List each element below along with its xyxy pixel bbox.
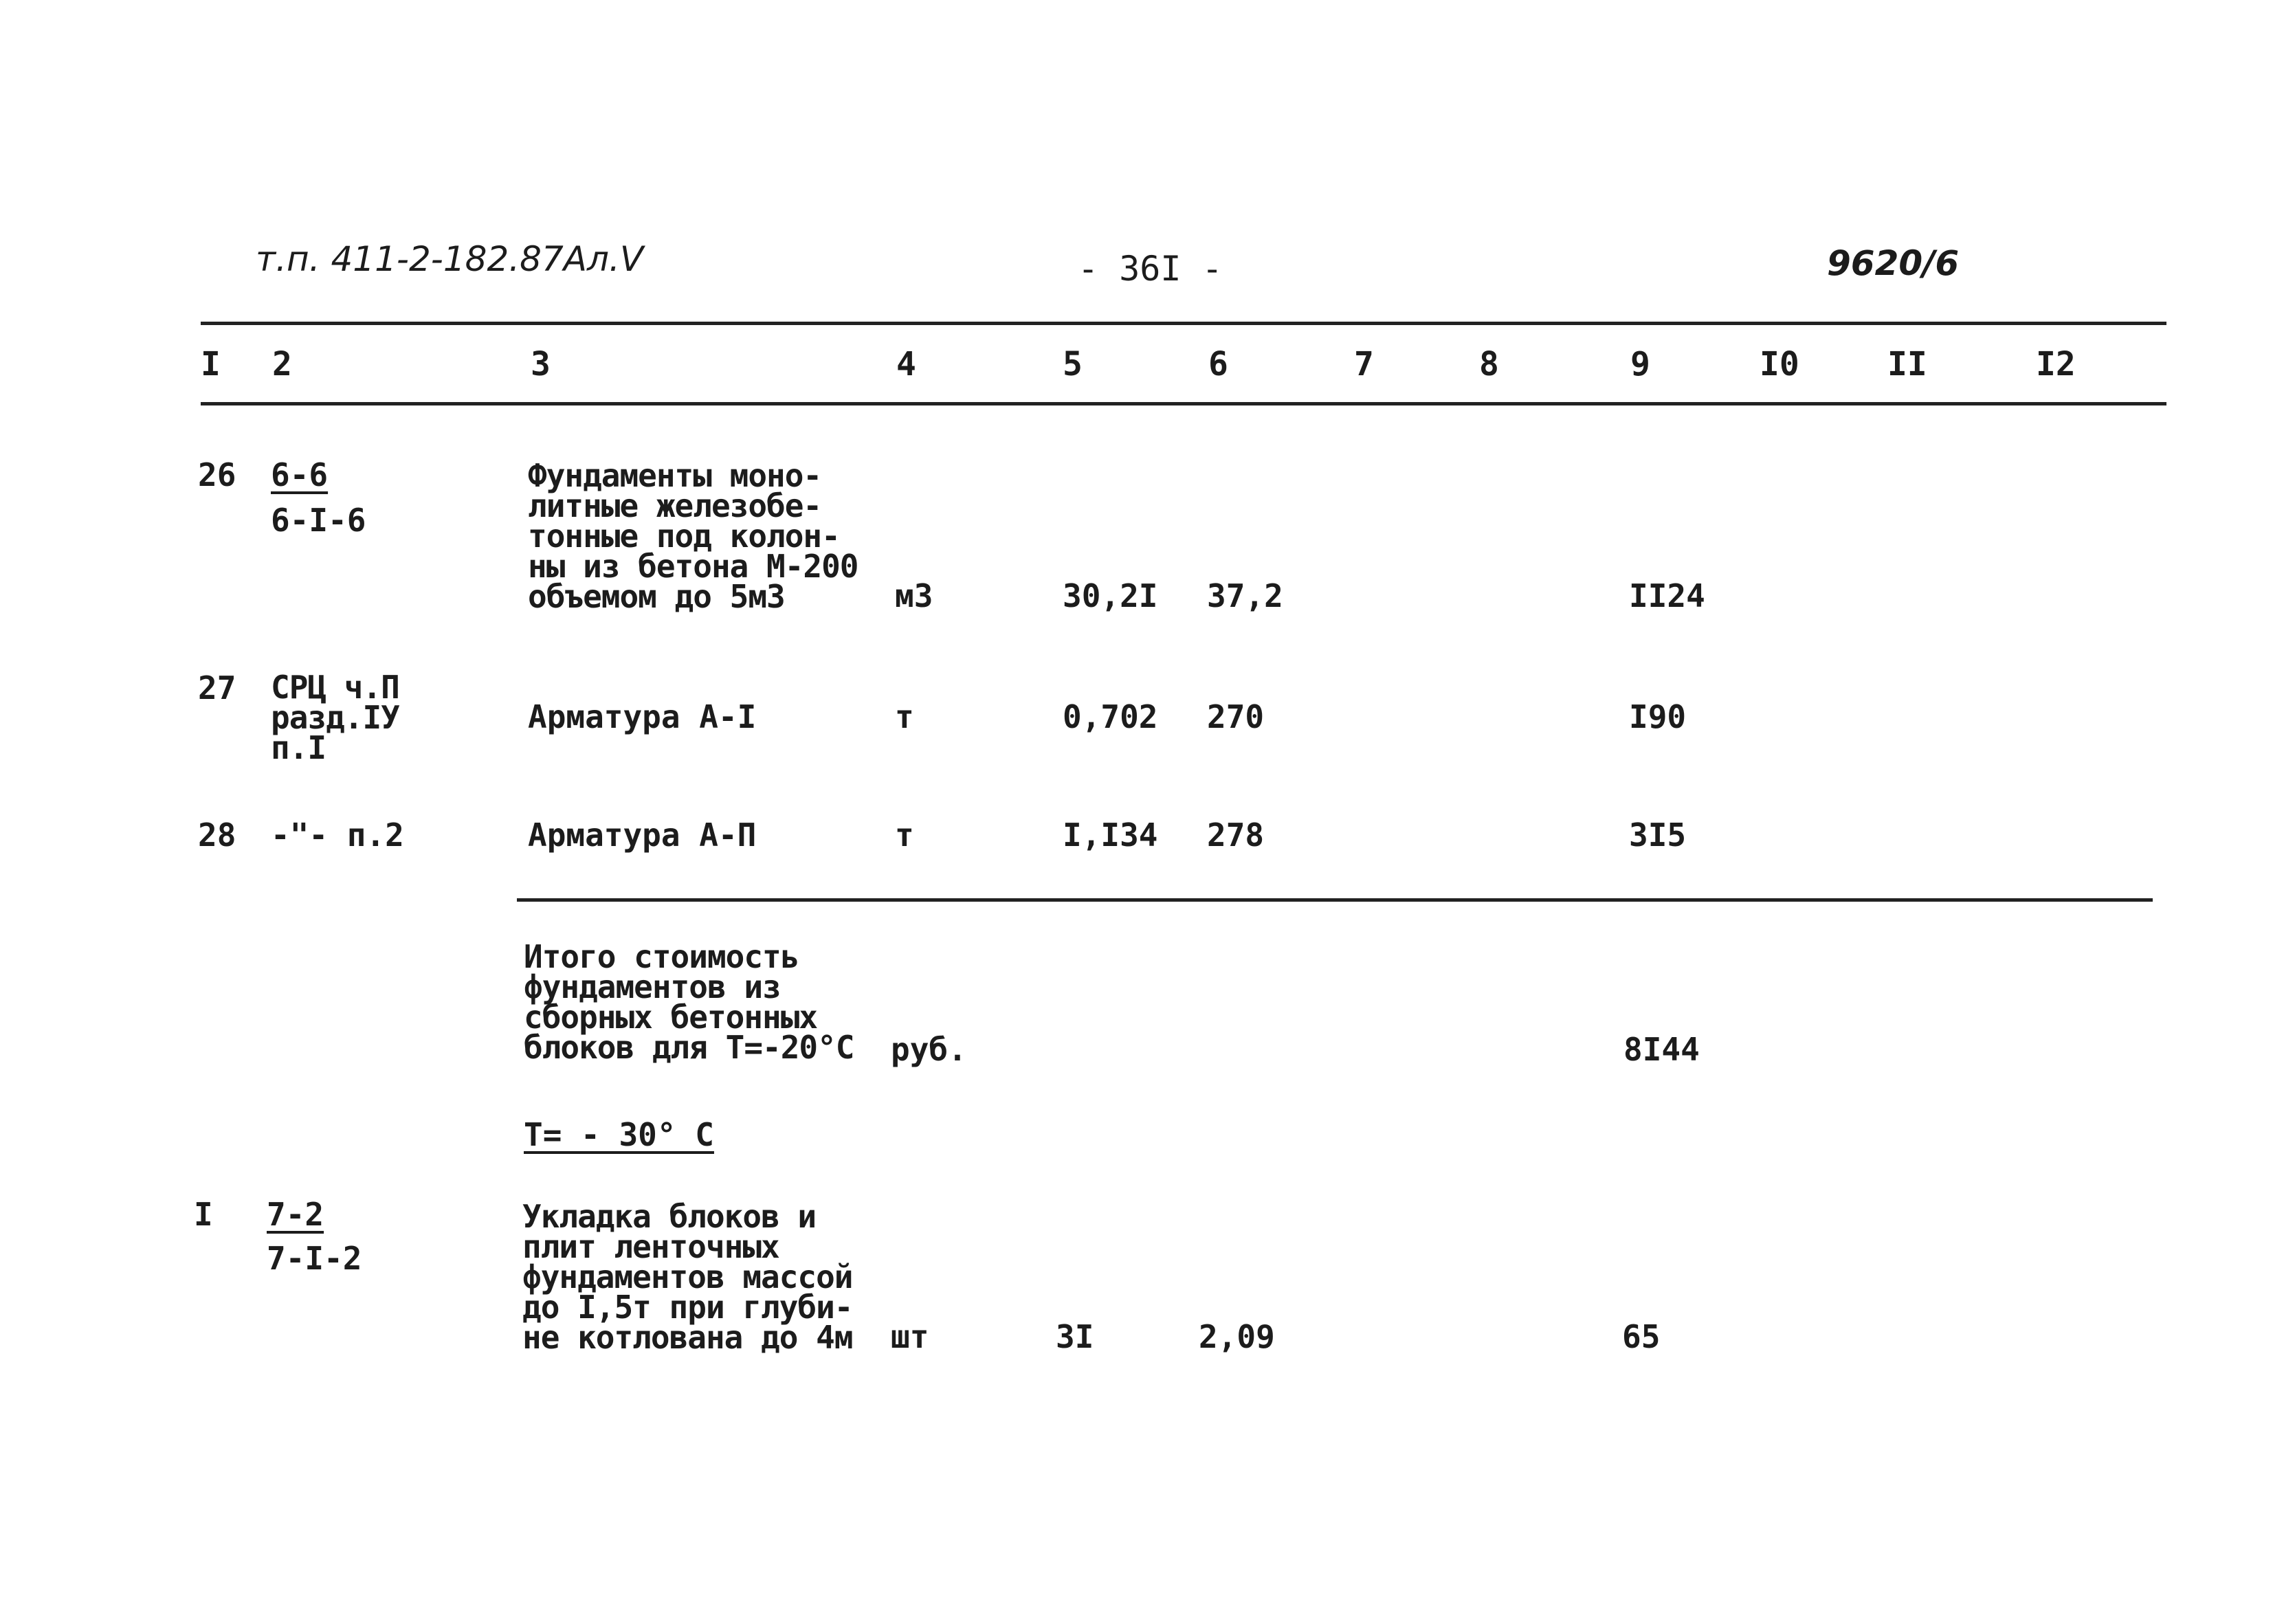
row-description: Арматура А-П <box>528 816 757 854</box>
column-header-8: 8 <box>1479 345 1499 383</box>
row-quantity: 0,702 <box>1063 698 1158 735</box>
section-heading: Т= - 30° С <box>524 1116 714 1153</box>
row-unit: т <box>895 698 914 735</box>
row-reference-bottom: 6-I-6 <box>271 502 366 539</box>
header-top-rule <box>201 322 2166 325</box>
row-reference-top: 6-6 <box>271 456 329 493</box>
row-number: 27 <box>198 669 236 707</box>
column-header-1: I <box>201 345 221 383</box>
subtotal-unit: руб. <box>891 1031 967 1068</box>
subtotal-rule <box>517 898 2153 902</box>
row-price: 270 <box>1207 698 1265 735</box>
sheet-code: 9620/6 <box>1827 243 1960 283</box>
column-header-6: 6 <box>1208 345 1228 383</box>
row-number: 28 <box>198 816 236 854</box>
row-quantity: I,I34 <box>1063 816 1158 854</box>
column-header-3: 3 <box>531 345 551 383</box>
row-description: Фундаменты моно- литные железобе- тонные под колон- ны из бетона М-200 объемом до 5м3 <box>528 457 858 615</box>
header-bottom-rule <box>201 402 2166 405</box>
row-quantity: 30,2I <box>1063 577 1158 614</box>
row-reference-bottom: 7-I-2 <box>267 1240 362 1277</box>
row-number: I <box>194 1196 213 1233</box>
column-header-11: II <box>1887 345 1927 383</box>
row-price: 278 <box>1207 816 1265 854</box>
document-code: т.п. 411-2-182.87Ал.V <box>256 239 644 279</box>
row-number: 26 <box>198 456 236 493</box>
subtotal-description: Итого стоимость фундаментов из сборных бетонных блоков для Т=-20°С <box>524 938 854 1066</box>
row-reference: СРЦ ч.П разд.IУ п.I <box>271 669 399 766</box>
row-total: 3I5 <box>1629 816 1687 854</box>
row-unit: т <box>895 816 914 854</box>
column-header-10: I0 <box>1760 345 1799 383</box>
column-header-2: 2 <box>272 345 292 383</box>
row-description: Укладка блоков и плит ленточных фундаментов массой до I,5т при глуби- не котлована до 4м <box>522 1198 853 1356</box>
row-description: Арматура А-I <box>528 698 757 735</box>
row-price: 2,09 <box>1199 1318 1275 1355</box>
row-unit: шт <box>891 1318 929 1355</box>
row-reference: -"- п.2 <box>271 816 404 854</box>
row-reference-top: 7-2 <box>267 1196 324 1233</box>
row-total: I90 <box>1629 698 1687 735</box>
row-quantity: 3I <box>1056 1318 1094 1355</box>
row-total: II24 <box>1629 577 1705 614</box>
subtotal-total: 8I44 <box>1623 1031 1700 1068</box>
row-total: 65 <box>1622 1318 1661 1355</box>
column-header-5: 5 <box>1063 345 1083 383</box>
column-header-7: 7 <box>1354 345 1374 383</box>
column-header-12: I2 <box>2036 345 2076 383</box>
column-header-4: 4 <box>896 345 916 383</box>
row-price: 37,2 <box>1207 577 1283 614</box>
row-unit: м3 <box>895 577 933 614</box>
page-number: - 36I - <box>1078 249 1223 289</box>
column-header-9: 9 <box>1630 345 1650 383</box>
